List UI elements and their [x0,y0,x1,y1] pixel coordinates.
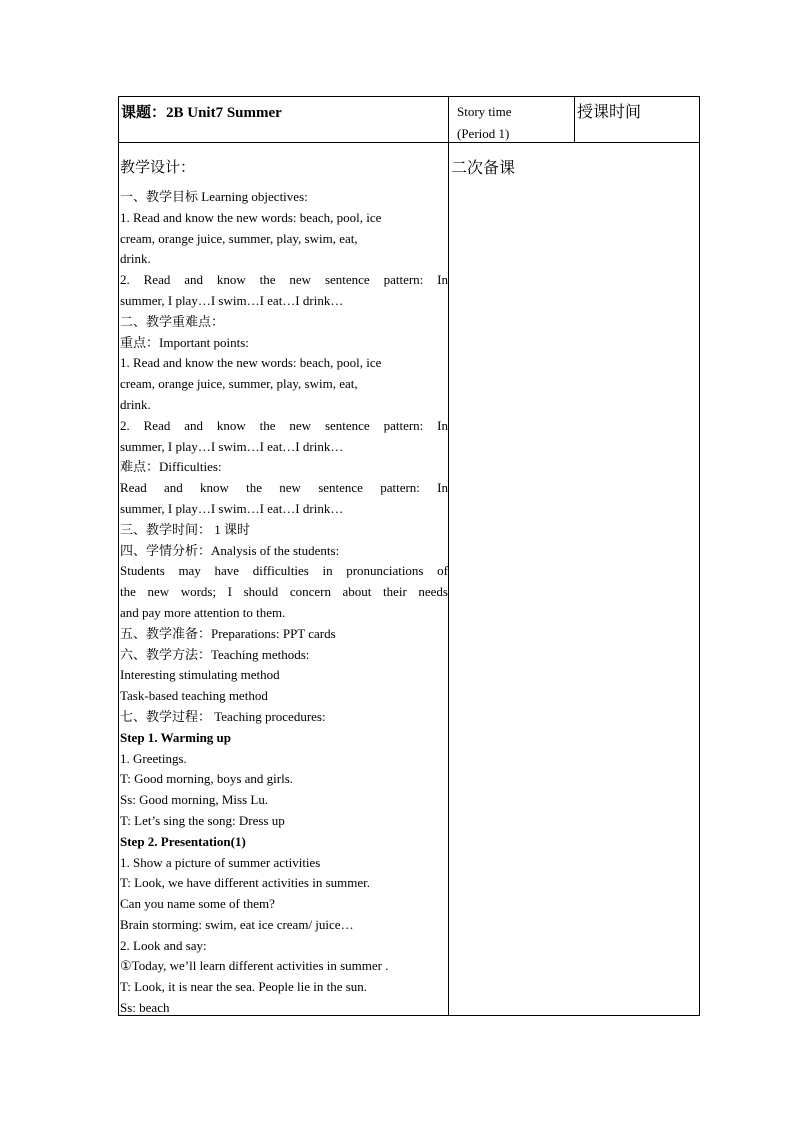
content-line: the new words; I should concern about their needs [120,584,448,600]
content-line: 1. Read and know the new words: beach, pool, ice [120,355,382,371]
content-line: ①Today, we’ll learn different activities in summer . [120,958,389,974]
period-line-1: Story time [457,104,512,119]
content-line: Can you name some of them? [120,896,275,912]
content-line: drink. [120,251,151,267]
lesson-plan-table [118,96,700,1016]
content-line: Students may have difficulties in pronunciations of [120,563,448,579]
content-line: 七、教学过程： Teaching procedures: [120,708,326,724]
content-line: Interesting stimulating method [120,667,280,683]
lesson-content [120,155,448,1019]
content-line: 二、教学重难点： [120,313,225,329]
content-line: T: Look, it is near the sea. People lie in the sun. [120,979,368,995]
content-line: T: Let’s sing the song: Dress up [120,812,285,828]
column-divider [448,97,449,1015]
content-line: 六、教学方法：Teaching methods: [120,646,310,662]
teaching-time-label: 授课时间 [577,104,642,121]
content-line: summer, I play…I swim…I eat…I drink… [120,292,344,308]
content-line: summer, I play…I swim…I eat…I drink… [120,438,344,454]
content-line: 重点：Important points: [120,334,249,350]
second-prep-label: 二次备课 [451,160,516,177]
lesson-title: 课题：2B Unit7 Summer [121,105,282,121]
content-line: 难点：Difficulties: [120,459,222,475]
content-line: T: Look, we have different activities in summer. [120,875,371,891]
content-line: summer, I play…I swim…I eat…I drink… [120,500,344,516]
content-line: cream, orange juice, summer, play, swim, eat, [120,376,358,392]
content-line: drink. [120,396,151,412]
period-info [457,101,512,145]
content-line: T: Good morning, boys and girls. [120,771,294,787]
content-line: 1. Show a picture of summer activities [120,854,321,870]
content-line: 1. Greetings. [120,750,187,766]
content-line: 教学设计： [120,160,196,176]
content-line: Ss: Good morning, Miss Lu. [120,792,269,808]
content-line: Step 2. Presentation(1) [120,833,246,849]
content-line: 2. Read and know the new sentence pattern: In [120,272,448,288]
header-divider [574,97,575,143]
content-line: 一、教学目标 Learning objectives: [120,189,308,204]
header-row-divider [119,142,699,143]
content-line: 四、学情分析：Analysis of the students: [120,542,340,558]
content-line: Task-based teaching method [120,688,268,704]
content-line: Read and know the new sentence pattern: In [120,480,448,496]
content-line: Ss: beach [120,1000,170,1016]
period-line-2: (Period 1) [457,126,510,141]
content-line: Step 1. Warming up [120,729,232,745]
content-line: Brain storming: swim, eat ice cream/ juice… [120,916,354,932]
content-line: 2. Read and know the new sentence pattern: In [120,417,448,433]
content-line: 2. Look and say: [120,937,207,953]
content-line: 五、教学准备：Preparations: PPT cards [120,625,336,641]
content-line: cream, orange juice, summer, play, swim, eat, [120,230,358,246]
content-line: 三、教学时间： 1 课时 [120,521,251,537]
content-line: and pay more attention to them. [120,604,286,620]
content-line: 1. Read and know the new words: beach, pool, ice [120,209,382,225]
